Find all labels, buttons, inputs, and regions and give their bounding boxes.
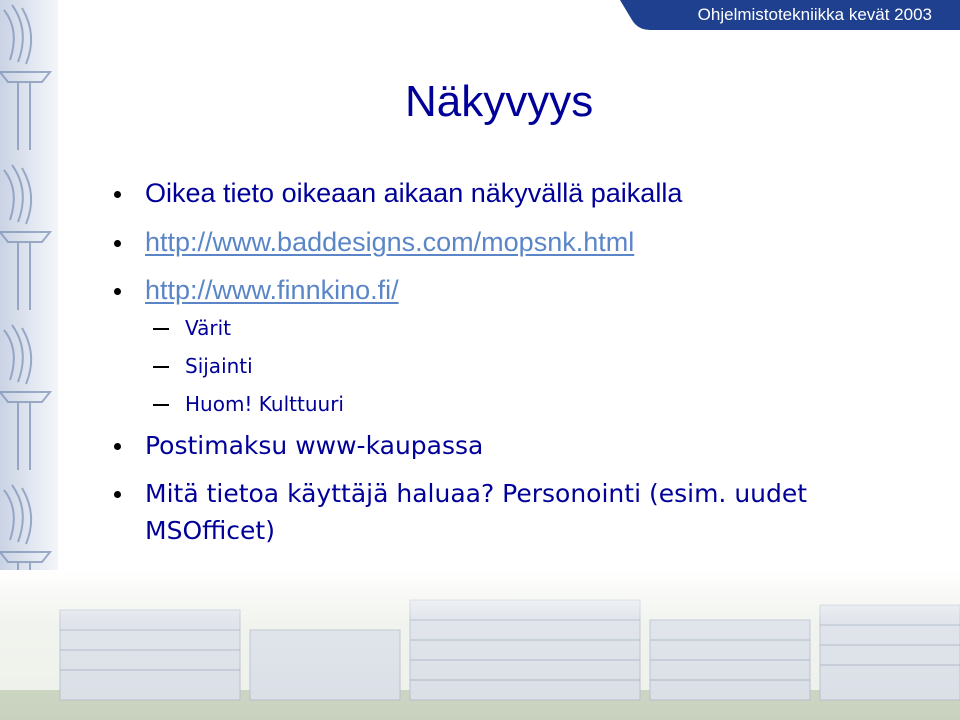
sub-bullet-dash	[153, 404, 169, 406]
bullet-item-line2: MSOfficet)	[145, 516, 275, 545]
bullet-dot	[114, 443, 121, 450]
bullet-dot	[114, 191, 121, 198]
bullet-link-baddesigns[interactable]: http://www.baddesigns.com/mopsnk.html	[145, 227, 635, 257]
sub-bullet-item: Sijainti	[185, 354, 253, 378]
sub-bullet-item: Värit	[185, 316, 232, 340]
bullet-dot	[114, 240, 121, 247]
bullet-dot	[114, 491, 121, 498]
bullet-link-finnkino[interactable]: http://www.finnkino.fi/	[145, 275, 399, 305]
bullet-item: Postimaksu www-kaupassa	[145, 431, 484, 460]
sub-bullet-dash	[153, 366, 169, 368]
bullet-dot	[114, 288, 121, 295]
sub-bullet-item: Huom! Kulttuuri	[185, 392, 344, 416]
bullet-item: Oikea tieto oikeaan aikaan näkyvällä paikalla	[145, 178, 683, 208]
bullet-item-line1: Mitä tietoa käyttäjä haluaa? Personointi (esim. uudet	[145, 479, 808, 508]
slide-title: Näkyvyys	[405, 77, 594, 126]
building-photo-icon	[0, 570, 960, 720]
sub-bullet-dash	[153, 328, 169, 330]
course-name: Ohjelmistotekniikka kevät 2003	[697, 5, 932, 24]
course-header-tab	[620, 0, 960, 30]
